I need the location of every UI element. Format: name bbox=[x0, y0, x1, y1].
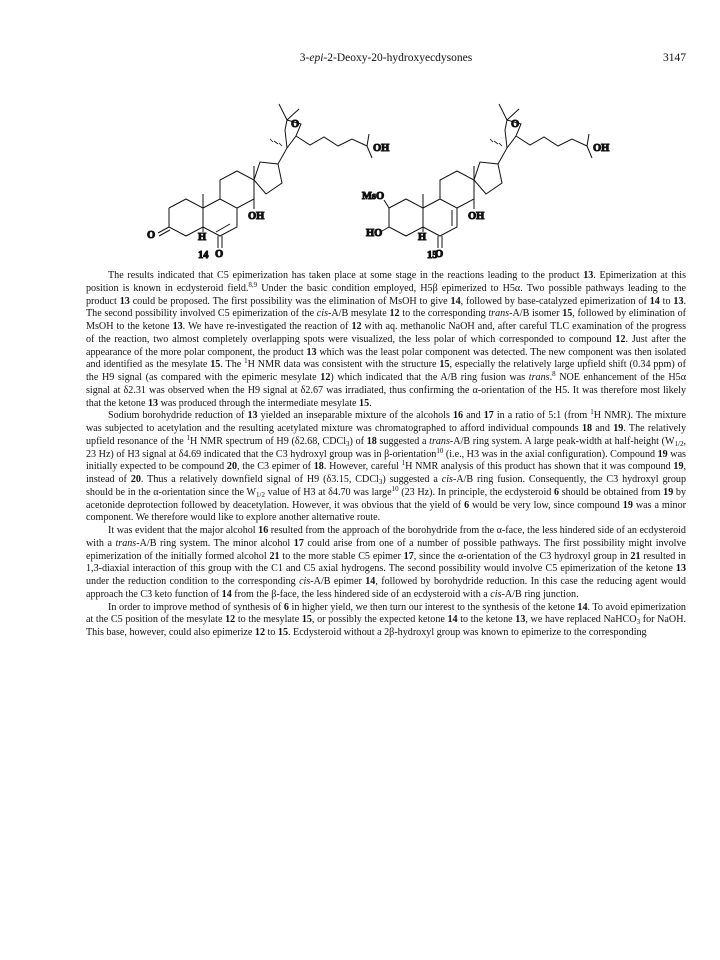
chemical-structures-figure bbox=[86, 96, 686, 264]
title-prefix: 3- bbox=[299, 52, 310, 64]
label-14-acetonide-o: O bbox=[291, 119, 300, 130]
paragraph: In order to improve method of synthesis of 6 in higher yield, we then turn our interest to the synthesis of the ketone 14. To avoid epimerization at the C5 position of the mesylate 12 to the mesylate 15, or possibly the expected ketone 14 to the ketone 13, we have replaced NaHCO$_3$ for NaOH. This base, however, could also epimerize 12 to 15. Ecdysteroid without a 2β-hydroxyl group was known to epimerize to the corresponding bbox=[86, 601, 687, 638]
label-15-h5: H bbox=[418, 232, 427, 243]
label-14-oh-ring: OH bbox=[248, 211, 265, 222]
compound-number-14: 14 bbox=[198, 250, 209, 261]
body-text bbox=[86, 270, 686, 640]
paragraph: The results indicated that C5 epimerization has taken place at some stage in the reactions leading to the product 13. Epimerization at this position is known in ecdysteroid field.$^{8,9}$ Under the basic condition employed, H5β epimerized to H5α. Two possible pathways leading to the product 13 could be proposed. The first possibility was the elimination of MsOH to give 14, followed by base-catalyzed epimerization of 14 to 13. The second possibility involved C5 epimerization of the cis-A/B mesylate 12 to the corresponding trans-A/B isomer 15, followed by elimination of MsOH to the ketone 13. We have re-investigated the reaction of 12 with aq. methanolic NaOH and, after careful TLC examination of the progress of the reaction, two almost completely overlapping spots were visualized, the less polar of which corresponded to compound 12. Just after the appearance of the more polar component, the product 13 which was the least polar component was detected. The new component was then isolated and identified as the mesylate 15. The $^1$H NMR data was consistent with the structure 15, especially the relatively large upfield shift (0.34 ppm) of the H9 signal (as compared with the epimeric mesylate 12) which indicated that the A/B ring fusion was trans.$^8$ NOE enhancement of the H5α signal at δ2.31 was observed when the H9 signal at δ2.67 was irradiated, thus confirming the α-orientation of the H5. It was therefore most likely that the ketone 13 was produced through the intermediate mesylate 15. bbox=[86, 270, 687, 409]
title-italic: epi bbox=[309, 52, 324, 64]
label-15-oxo-bottom: O bbox=[435, 249, 444, 260]
label-15-acetonide-o: O bbox=[511, 119, 520, 130]
paragraph: It was evident that the major alcohol 16 resulted from the approach of the borohydride from the α-face, the less hindered side of an ecdysteroid with a trans-A/B ring system. The minor alcohol 17 could arise from one of a number of possible pathways. The first possibility might involve epimerization of the initially formed alcohol 21 to the more stable C5 epimer 17, since the α-orientation of the C3 hydroxyl group in 21 resulted in 1,3-diaxial interaction of this group with the C1 and C5 axial hydrogens. The second possibility would involve C5 epimerization of the ketone 13 under the reduction condition to the corresponding cis-A/B epimer 14, followed by borohydride reduction. In this case the reducing agent would approach the C3 keto function of 14 from the β-face, the less hindered side of an ecdysteroid with a cis-A/B ring junction. bbox=[86, 525, 686, 600]
label-14-oxo-left: O bbox=[147, 230, 156, 241]
compound-number-15: 15 bbox=[427, 250, 438, 261]
running-head bbox=[86, 52, 686, 68]
label-14-oh-side: OH bbox=[373, 143, 390, 154]
label-14-oxo-bottom: O bbox=[215, 249, 224, 260]
running-title bbox=[86, 52, 686, 64]
structures-svg bbox=[86, 96, 686, 264]
label-15-oh-side: OH bbox=[593, 143, 610, 154]
label-14-h5: H bbox=[198, 232, 207, 243]
title-suffix: -2-Deoxy-20-hydroxyecdysones bbox=[323, 52, 473, 64]
paragraph: Sodium borohydride reduction of 13 yielded an inseparable mixture of the alcohols 16 and 17 in a ratio of 5:1 (from $^1$H NMR). The mixture was subjected to acetylation and the resulting acetylated mixture was chromatographed to afford individual compounds 18 and 19. The relatively upfield resonance of the $^1$H NMR spectrum of H9 (δ2.68, CDCl$_3$) of 18 suggested a trans-A/B ring system. A large peak-width at half-height ($W_{1/2}$, 23 Hz) of H3 signal at δ4.69 indicated that the C3 hydroxyl group was in β-orientation$^{10}$ (i.e., H3 was in the axial configuration). Compound 19 was initially expected to be compound 20, the C3 epimer of 18. However, careful $^1$H NMR analysis of this product has shown that it was compound 19, instead of 20. Thus a relatively downfield signal of H9 (δ3.15, CDCl$_3$) suggested a cis-A/B ring fusion. Consequently, the C3 hydroxyl group should be in the α-orientation since the $W_{1/2}$ value of H3 at δ4.70 was large$^{10}$ (23 Hz). In principle, the ecdysteroid 6 should be obtained from 19 by acetonide deprotection followed by deacetylation. However, it was obvious that the yield of 6 would be very low, since compound 19 was a minor component. We therefore would like to explore another alternative route. bbox=[86, 408, 687, 524]
label-15-mso: MsO bbox=[362, 191, 385, 202]
label-15-ho: HO bbox=[366, 228, 383, 239]
structure-15 bbox=[382, 104, 592, 248]
structure-14 bbox=[158, 104, 372, 248]
label-15-oh-ring: OH bbox=[468, 211, 485, 222]
page-number: 3147 bbox=[663, 52, 686, 64]
